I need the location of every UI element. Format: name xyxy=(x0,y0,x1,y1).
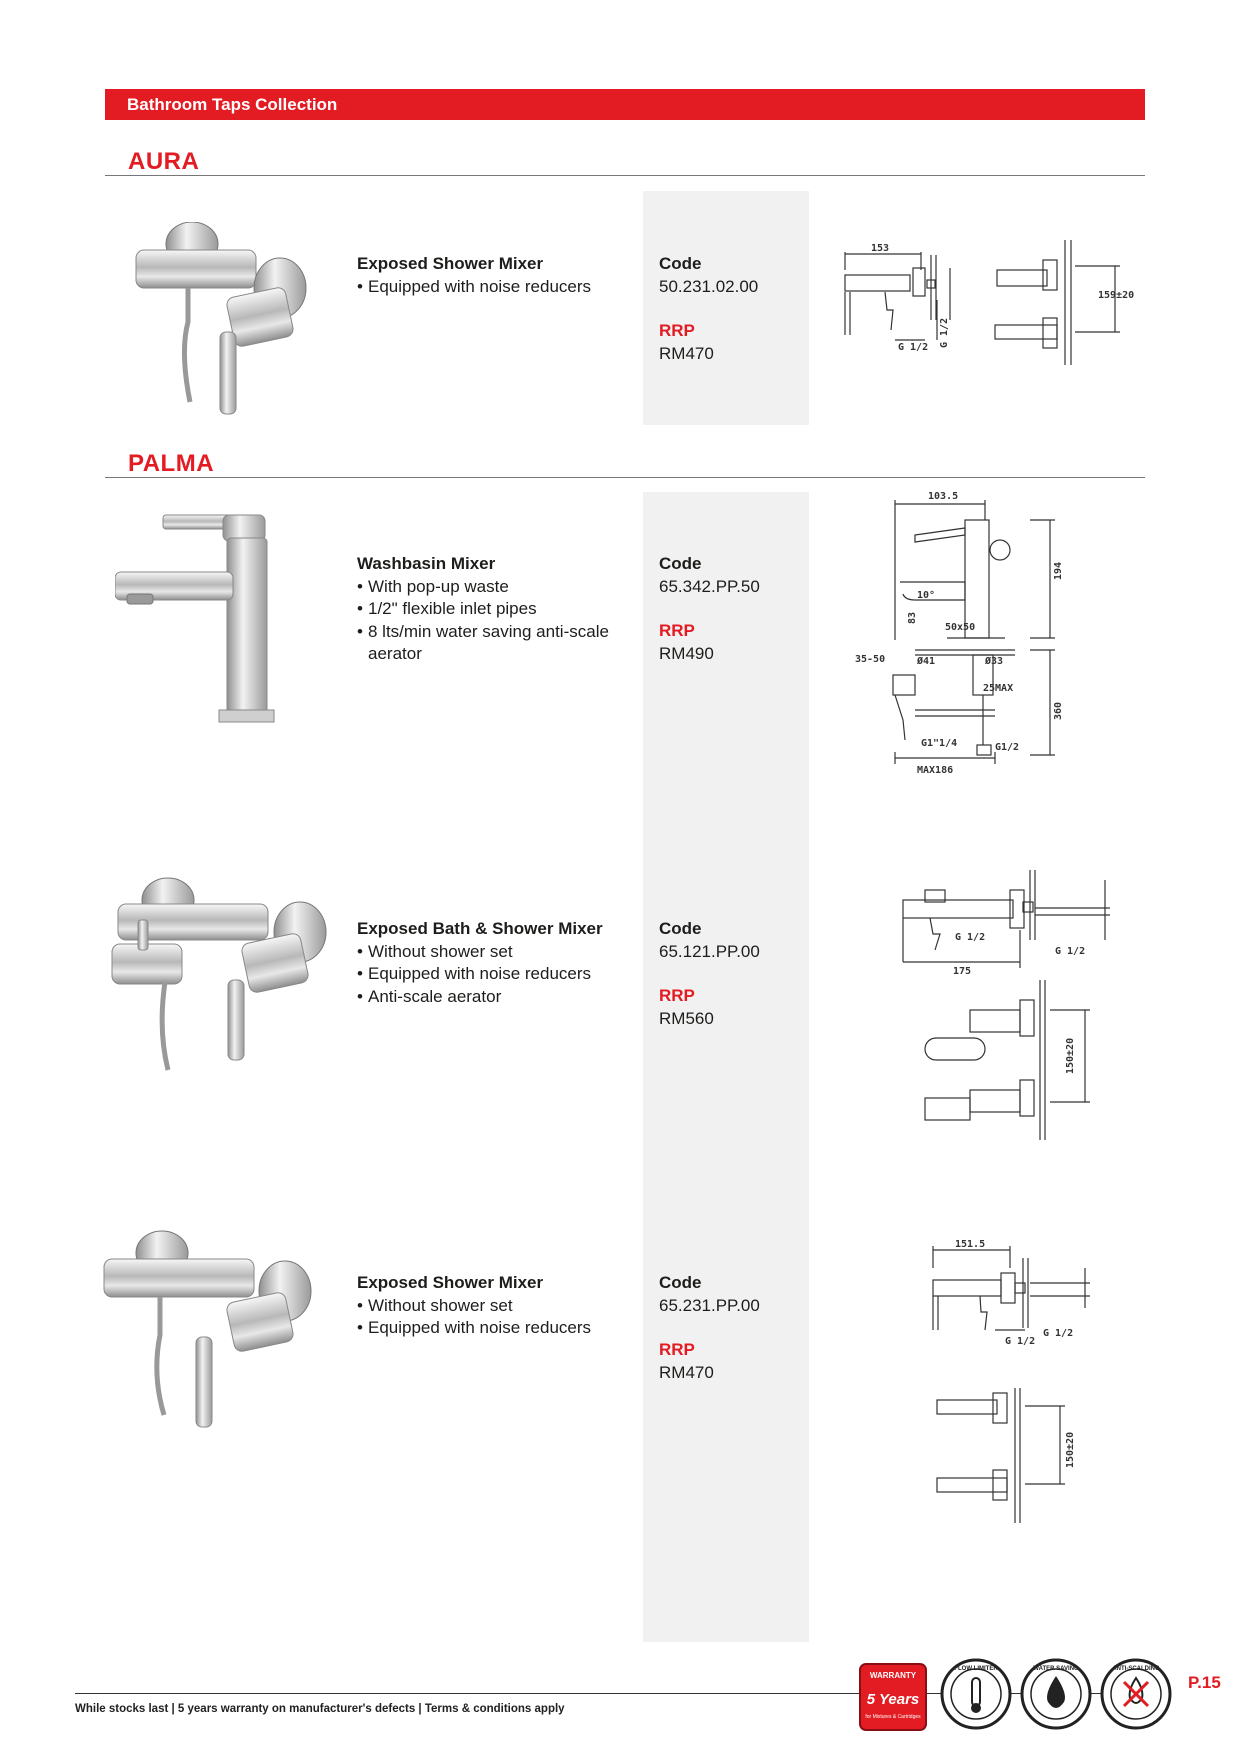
feature-list xyxy=(357,276,647,299)
product-description xyxy=(357,918,647,1008)
dimension-label: G 1/2 xyxy=(1043,1328,1074,1339)
product-code: 65.342.PP.50 xyxy=(659,576,760,596)
dimension-label: 83 xyxy=(907,611,918,624)
product-code: 65.121.PP.00 xyxy=(659,941,760,961)
warranty-badge xyxy=(858,1662,928,1732)
dimension-label: Ø33 xyxy=(985,656,1004,667)
product-code-block xyxy=(659,918,760,1030)
feature-item: • Equipped with noise reducers xyxy=(357,963,647,986)
dimension-label: G 1/2 xyxy=(1005,1336,1036,1347)
feature-item: • Without shower set xyxy=(357,1295,647,1318)
dimension-label: G1/2 xyxy=(995,742,1020,753)
anti-scalding-badge xyxy=(1100,1658,1172,1730)
feature-item: • 1/2" flexible inlet pipes xyxy=(357,598,647,621)
product-name: Exposed Shower Mixer xyxy=(357,254,544,273)
product-code-block xyxy=(659,553,760,665)
feature-list xyxy=(357,941,647,1009)
product-code: 65.231.PP.00 xyxy=(659,1295,760,1315)
feature-item: • Equipped with noise reducers xyxy=(357,1317,647,1340)
footer-disclaimer: While stocks last | 5 years warranty on manufacturer's defects | Terms & conditions apply xyxy=(75,1703,565,1715)
banner-title: Bathroom Taps Collection xyxy=(127,95,338,114)
dimension-label: Ø41 xyxy=(917,656,936,667)
rrp-label: RRP xyxy=(659,621,695,640)
product-code-block xyxy=(659,253,758,365)
product-price: RM560 xyxy=(659,1008,714,1028)
warranty-top-label: WARRANTY xyxy=(869,1671,917,1680)
badge-label: FLOW LIMITER xyxy=(954,1666,998,1672)
feature-item: • Anti-scale aerator xyxy=(357,986,647,1009)
dimension-label: MAX186 xyxy=(917,765,954,776)
code-label: Code xyxy=(659,1273,702,1292)
product-code: 50.231.02.00 xyxy=(659,276,759,296)
dimension-label: 25MAX xyxy=(983,683,1014,694)
feature-item: • Equipped with noise reducers xyxy=(357,276,647,299)
dimension-label: 194 xyxy=(1053,561,1064,580)
product-image-bath-shower-mixer xyxy=(110,870,340,1085)
technical-drawing xyxy=(855,490,1125,780)
feature-list xyxy=(357,576,647,666)
series-rule xyxy=(105,175,1145,176)
feature-item: • Without shower set xyxy=(357,941,647,964)
dimension-label: 150±20 xyxy=(1065,1431,1076,1468)
warranty-main-label: 5 Years xyxy=(866,1691,920,1708)
header-banner xyxy=(105,89,1145,120)
dimension-label: 175 xyxy=(953,966,972,977)
product-name: Exposed Bath & Shower Mixer xyxy=(357,919,603,938)
product-image-palma-shower-mixer xyxy=(100,1225,320,1450)
dimension-label: 151.5 xyxy=(955,1239,986,1250)
technical-drawing xyxy=(895,870,1125,1170)
page-number: P.15 xyxy=(1188,1673,1221,1692)
series-title-palma: PALMA xyxy=(128,450,215,477)
product-price: RM470 xyxy=(659,1362,714,1382)
product-description xyxy=(357,253,647,298)
dimension-label: 10° xyxy=(917,590,936,601)
feature-item: • With pop-up waste xyxy=(357,576,647,599)
product-description xyxy=(357,553,647,666)
product-image-washbasin-mixer xyxy=(115,510,310,730)
dimension-label: G 1/2 xyxy=(1055,946,1086,957)
product-image-aura-shower-mixer xyxy=(130,222,340,422)
code-label: Code xyxy=(659,254,702,273)
dimension-label: 50x50 xyxy=(945,622,976,633)
series-rule xyxy=(105,477,1145,478)
product-code-block xyxy=(659,1272,760,1384)
technical-drawing xyxy=(925,1238,1095,1528)
feature-item: • 8 lts/min water saving anti-scale aerator xyxy=(357,621,647,666)
rrp-label: RRP xyxy=(659,986,695,1005)
dimension-label: G 1/2 xyxy=(898,342,929,353)
technical-drawing xyxy=(835,240,1135,370)
dimension-label: 150±20 xyxy=(1065,1037,1076,1074)
dimension-label: 103.5 xyxy=(928,491,959,502)
dimension-label: 35-50 xyxy=(855,654,886,665)
dimension-label: G 1/2 xyxy=(955,932,986,943)
flow-limiter-badge xyxy=(940,1658,1012,1730)
product-name: Washbasin Mixer xyxy=(357,554,496,573)
dimension-label: 153 xyxy=(871,243,890,254)
dimension-label: G 1/2 xyxy=(939,317,950,348)
product-price: RM470 xyxy=(659,343,714,363)
dimension-label: 159±20 xyxy=(1098,290,1135,301)
warranty-sub-label: for Mixtures & Cartridges xyxy=(865,1714,921,1720)
product-name: Exposed Shower Mixer xyxy=(357,1273,544,1292)
code-label: Code xyxy=(659,554,702,573)
product-description xyxy=(357,1272,647,1340)
rrp-label: RRP xyxy=(659,1340,695,1359)
water-saving-badge xyxy=(1020,1658,1092,1730)
badge-label: WATER SAVING xyxy=(1033,1666,1079,1672)
dimension-label: G1"1/4 xyxy=(921,738,958,749)
code-label: Code xyxy=(659,919,702,938)
badge-label: ANTI-SCALDING xyxy=(1112,1666,1160,1672)
dimension-label: 360 xyxy=(1053,701,1064,720)
product-price: RM490 xyxy=(659,643,714,663)
rrp-label: RRP xyxy=(659,321,695,340)
feature-list xyxy=(357,1295,647,1340)
series-title-aura: AURA xyxy=(128,148,200,175)
